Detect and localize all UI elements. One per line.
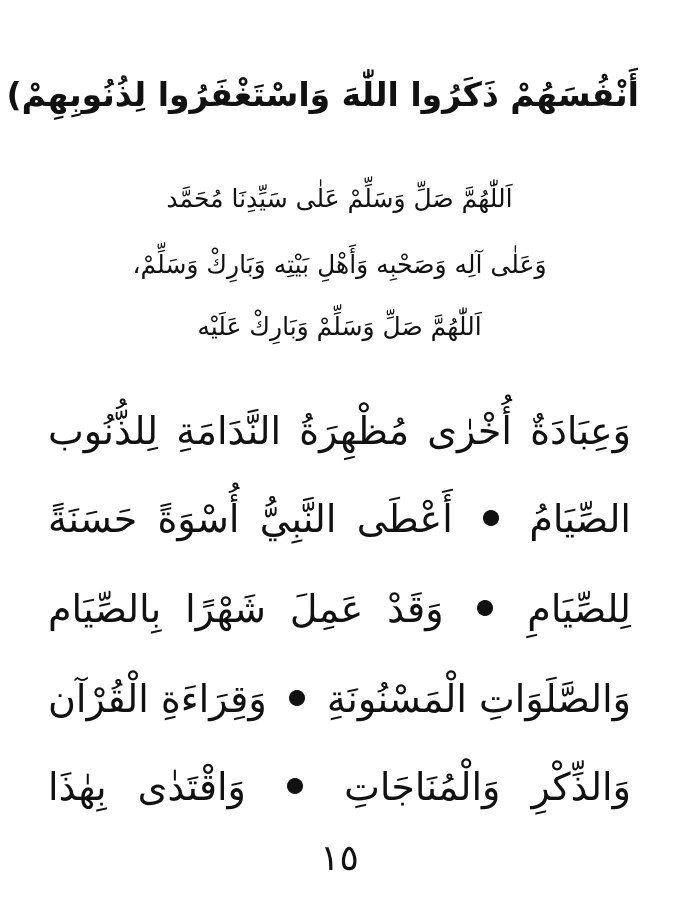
bullet-dot-icon [483, 510, 499, 526]
body-line-5 [48, 765, 631, 809]
body-line-3-part-2: وَقَدْ عَمِلَ شَهْرًا بِالصِّيَام [48, 587, 444, 631]
bullet-dot-icon [477, 600, 493, 616]
quran-verse-heading: أَنْفُسَهُمْ ذَكَرُوا اللّٰهَ وَاسْتَغْفَرُوا لِذُنُوبِهِمْ) [6, 75, 639, 114]
body-line-2 [48, 497, 631, 541]
body-line-4-part-1: وَالصَّلَوَاتِ الْمَسْنُونَةِ [326, 677, 631, 721]
body-line-3-part-1: لِلصِّيَامِ [527, 587, 631, 631]
page-number: ١٥ [320, 838, 359, 879]
body-line-3 [48, 587, 631, 631]
body-line-1 [48, 409, 631, 453]
salawat-line-1: اَللّٰهُمَّ صَلِّ وَسَلِّمْ عَلٰى سَيِّدِنَا مُحَمَّد [166, 184, 513, 213]
bullet-dot-icon [287, 778, 303, 794]
body-line-2-part-1: الصِّيَامُ [529, 497, 631, 541]
body-line-4-part-2: وَقِرَاءَةِ الْقُرْآن [48, 677, 267, 721]
body-line-4 [48, 677, 631, 721]
body-line-5-part-1: وَالذِّكْرِ وَالْمُنَاجَاتِ [344, 765, 631, 809]
body-line-1-text: وَعِبَادَةٌ أُخْرٰى مُظْهِرَةُ النَّدَامَةِ لِلذُّنُوب [48, 409, 631, 453]
salawat-line-3: اَللّٰهُمَّ صَلِّ وَسَلِّمْ وَبَارِكْ عَلَيْه [197, 312, 482, 341]
salawat-line-2: وَعَلٰى آلِه وَصَحْبِه وَأَهْلِ بَيْتِه وَبَارِكْ وَسَلِّمْ، [132, 250, 547, 279]
bullet-dot-icon [289, 690, 305, 706]
body-line-2-part-2: أَعْطَى النَّبِيُّ أُسْوَةً حَسَنَةً [48, 497, 453, 541]
body-line-5-part-2: وَاقْتَدٰى بِهٰذَا [48, 765, 246, 809]
